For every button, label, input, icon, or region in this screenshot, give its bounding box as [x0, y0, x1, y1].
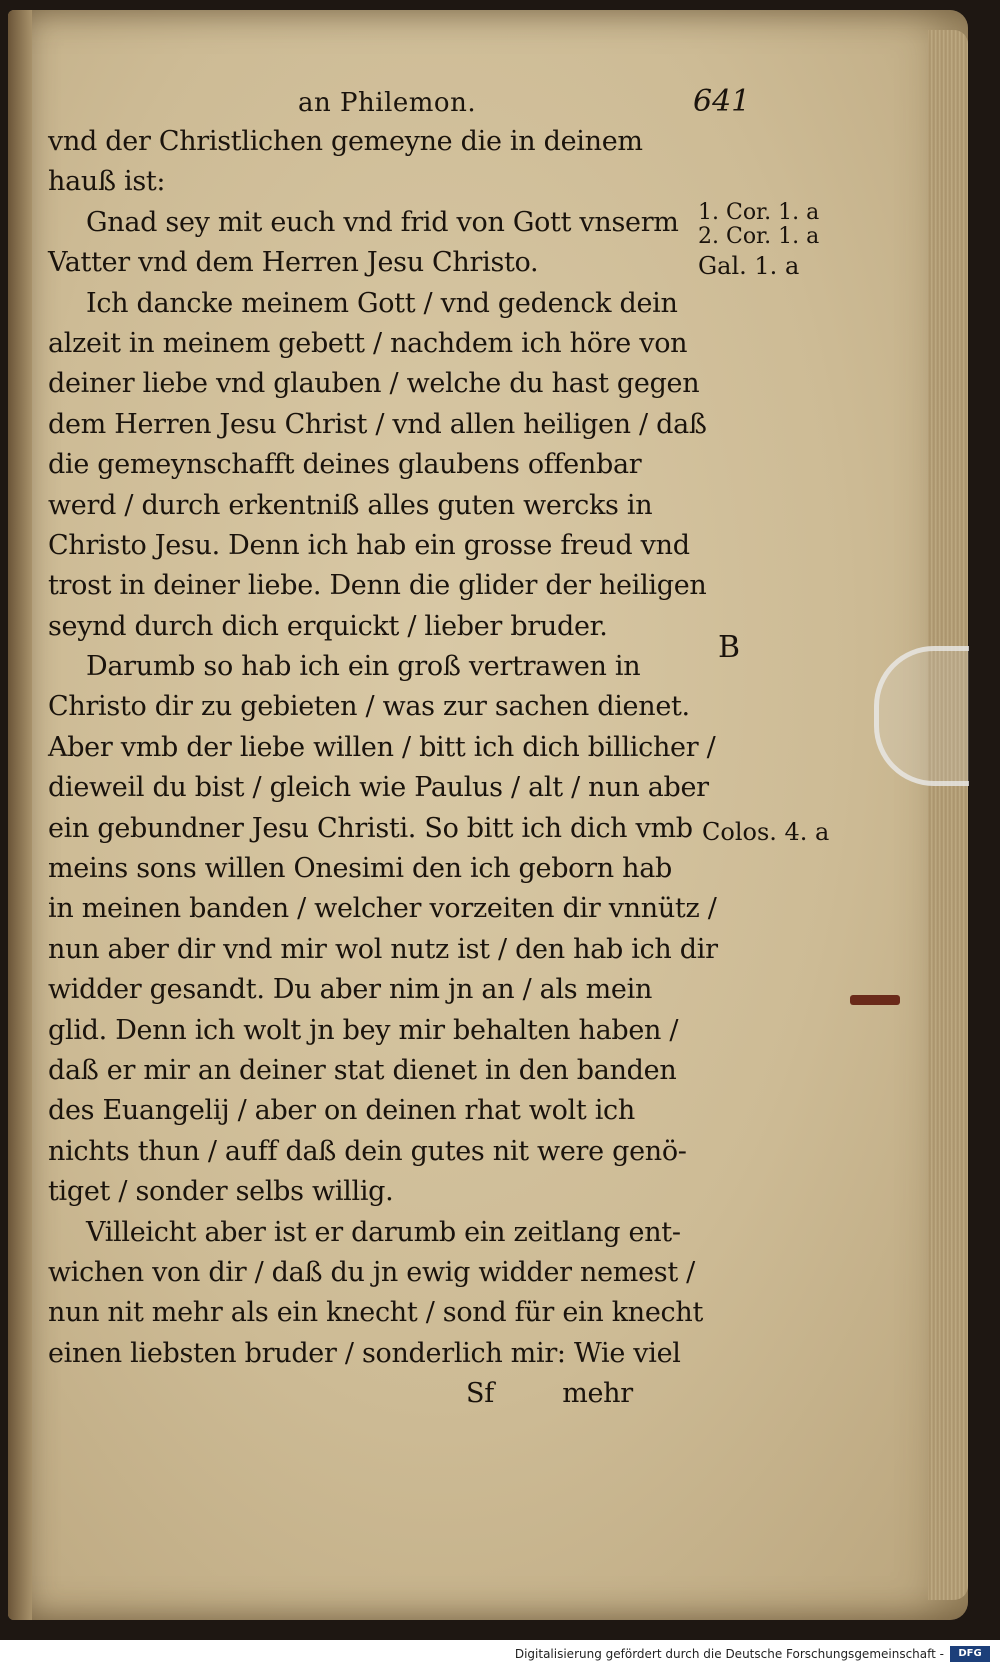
text-line: nun aber dir vnd mir wol nutz ist / den hab ich dir — [48, 933, 718, 965]
text-line: Vatter vnd dem Herren Jesu Christo. — [48, 247, 539, 279]
margin-note-colos: Colos. 4. a — [702, 818, 830, 846]
text-line: widder gesandt. Du aber nim jn an / als mein — [48, 974, 653, 1006]
text-line: Christo Jesu. Denn ich hab ein grosse freud vnd — [48, 529, 690, 561]
text-line: in meinen banden / welcher vorzeiten dir vnnütz / — [48, 893, 717, 925]
text-line: ein gebundner Jesu Christi. So bitt ich dich vmb — [48, 812, 693, 844]
text-line: wichen von dir / daß du jn ewig widder nemest / — [48, 1256, 695, 1288]
text-line: nun nit mehr als ein knecht / sond für ein knecht — [48, 1297, 703, 1329]
page-clip — [874, 646, 969, 786]
running-head: an Philemon. — [298, 88, 477, 118]
text-line: trost in deiner liebe. Denn die glider der heiligen — [48, 570, 707, 602]
page-gutter — [8, 10, 32, 1620]
text-line: seynd durch dich erquickt / lieber bruder. — [48, 610, 608, 642]
digitization-credit: Digitalisierung gefördert durch die Deutsche Forschungsgemeinschaft - — [514, 1647, 944, 1661]
text-line: daß er mir an deiner stat dienet in den banden — [48, 1054, 677, 1086]
catchword: mehr — [562, 1378, 633, 1410]
text-line: werd / durch erkentniß alles guten wercks in — [48, 489, 653, 521]
text-line: des Euangelij / aber on deinen rhat wolt ich — [48, 1095, 635, 1127]
page-edges — [928, 30, 968, 1600]
text-line: alzeit in meinem gebett / nachdem ich höre von — [48, 327, 688, 359]
page-number: 641 — [693, 84, 751, 119]
text-line: Christo dir zu gebieten / was zur sachen dienet. — [48, 691, 690, 723]
text-line: nichts thun / auff daß dein gutes nit were genö- — [48, 1135, 687, 1167]
margin-note-1cor: 1. Cor. 1. a — [698, 200, 820, 225]
text-line: glid. Denn ich wolt jn bey mir behalten haben / — [48, 1014, 679, 1046]
text-line: Villeicht aber ist er darumb ein zeitlang ent- — [86, 1216, 681, 1248]
text-line: deiner liebe vnd glauben / welche du hast gegen — [48, 368, 700, 400]
book-page — [8, 10, 968, 1620]
text-line: tiget / sonder selbs willig. — [48, 1176, 394, 1208]
text-line: meins sons willen Onesimi den ich geborn hab — [48, 853, 672, 885]
text-line: vnd der Christlichen gemeyne die in deinem — [48, 126, 643, 157]
page-header — [278, 84, 778, 124]
catchword-line — [48, 1374, 708, 1414]
body-text — [48, 122, 718, 1415]
text-line: Gnad sey mit euch vnd frid von Gott vnserm — [86, 206, 679, 238]
text-line: einen liebsten bruder / sonderlich mir: Wie viel — [48, 1337, 681, 1369]
signature-mark: Sf — [466, 1378, 494, 1410]
margin-note-2cor: 2. Cor. 1. a — [698, 224, 820, 249]
text-line: dem Herren Jesu Christ / vnd allen heiligen / daß — [48, 408, 707, 440]
text-line: die gemeynschafft deines glaubens offenbar — [48, 449, 642, 481]
text-line: dieweil du bist / gleich wie Paulus / alt / nun aber — [48, 772, 709, 804]
footer-bar — [0, 1640, 1000, 1669]
margin-section-letter: B — [718, 630, 741, 665]
margin-note-gal: Gal. 1. a — [698, 252, 800, 280]
bookmark-ribbon — [850, 995, 900, 1005]
text-line: Aber vmb der liebe willen / bitt ich dich billicher / — [48, 731, 716, 763]
text-line: hauß ist: — [48, 166, 166, 198]
dfg-logo: DFG — [950, 1646, 990, 1662]
text-line: Ich dancke meinem Gott / vnd gedenck dein — [86, 287, 678, 319]
text-line: Darumb so hab ich ein groß vertrawen in — [86, 651, 641, 683]
